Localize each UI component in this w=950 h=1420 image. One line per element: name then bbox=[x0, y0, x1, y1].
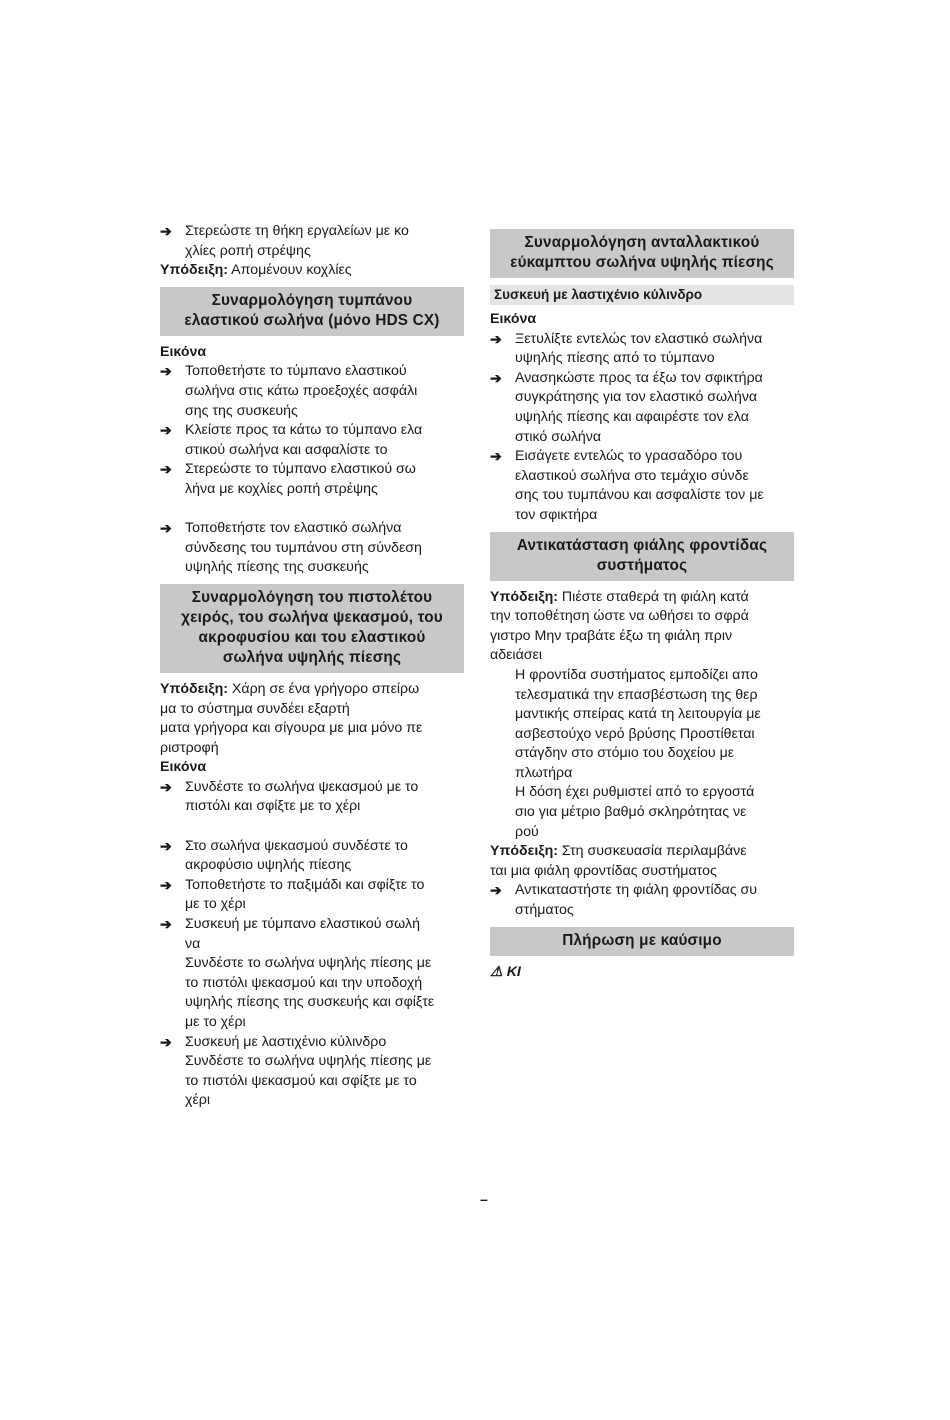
list-item bbox=[160, 837, 464, 876]
note bbox=[160, 261, 464, 281]
item-text: Ξετυλίξτε εντελώς τον ελαστικό σωλήνα υψηλής πίεσης από το τύμπανο bbox=[515, 330, 763, 367]
figure-label: Εικόνα bbox=[160, 343, 207, 360]
note-label: Υπόδειξη: bbox=[160, 262, 228, 279]
section-heading: Συναρμολόγηση του πιστολέτου χειρός, του σωλήνα ψεκασμού, του ακροφυσίου και του ελαστικού σωλήνα υψηλής πίεσης bbox=[160, 584, 464, 673]
left-column bbox=[160, 222, 464, 1111]
item-text: Στερεώστε τη θήκη εργαλείων με κο χλίες ροπή στρέψης bbox=[185, 223, 409, 259]
arrow-icon: ➔ bbox=[160, 520, 172, 537]
arrow-icon: ➔ bbox=[160, 916, 172, 933]
arrow-icon: ➔ bbox=[160, 461, 172, 478]
page-number: – bbox=[480, 1191, 488, 1207]
list-item bbox=[160, 421, 464, 460]
list-item bbox=[490, 881, 794, 920]
item-text: Τοποθετήστε το τύμπανο ελαστικού σωλήνα στις κάτω προεξοχές ασφάλι σης της συσκευής bbox=[185, 363, 418, 419]
item-text: Αντικαταστήστε τη φιάλη φροντίδας συ στήματος bbox=[515, 882, 757, 919]
note-label: Υπόδειξη: bbox=[490, 588, 558, 605]
note bbox=[490, 588, 794, 666]
note-label: Υπόδειξη: bbox=[160, 680, 228, 697]
note bbox=[160, 680, 464, 758]
list-item bbox=[160, 222, 464, 261]
item-text: Συσκευή με λαστιχένιο κύλινδρο Συνδέστε το σωλήνα υψηλής πίεσης με το πιστόλι ψεκασμού και σφίξτε με το χέρι bbox=[185, 1033, 432, 1109]
arrow-icon: ➔ bbox=[490, 330, 502, 347]
arrow-icon: ➔ bbox=[490, 369, 502, 386]
note-text: Πιέστε σταθερά τη φιάλη κατά την τοποθέτηση ώστε να ωθήσει το σφρά γιστρο Μην τραβάτε έξω τη φιάλη πριν αδειάσει bbox=[490, 588, 749, 664]
list-item bbox=[490, 369, 794, 447]
item-text: Στερεώστε το τύμπανο ελαστικού σω λήνα με κοχλίες ροπή στρέψης bbox=[185, 461, 416, 497]
arrow-icon: ➔ bbox=[160, 363, 172, 380]
arrow-icon: ➔ bbox=[160, 837, 172, 854]
spacer bbox=[160, 817, 464, 837]
item-text: Στο σωλήνα ψεκασμού συνδέστε το ακροφύσιο υψηλής πίεσης bbox=[185, 837, 408, 874]
note-text: Χάρη σε ένα γρήγορο σπείρω μα το σύστημα συνδέει εξαρτή ματα γρήγορα και σίγουρα με μια μόνο πε ριστροφή bbox=[160, 680, 423, 756]
section-heading: Αντικατάσταση φιάλης φροντίδας συστήματος bbox=[490, 532, 794, 581]
arrow-icon: ➔ bbox=[160, 1033, 172, 1050]
section-heading: Συναρμολόγηση ανταλλακτικού εύκαμπτου σωλήνα υψηλής πίεσης bbox=[490, 229, 794, 278]
note-text: Στη συσκευασία περιλαμβάνε ται μια φιάλη φροντίδας συστήματος bbox=[490, 843, 747, 879]
item-text: Ανασηκώστε προς τα έξω τον σφικτήρα συγκράτησης για τον ελαστικό σωλήνα υψηλής πίεσης και αφαιρέστε τον ελα στικό σωλήνα bbox=[515, 369, 763, 445]
list-item bbox=[160, 876, 464, 915]
warning-text: KI bbox=[506, 963, 521, 980]
item-text: Τοποθετήστε το παξιμάδι και σφίξτε το με το χέρι bbox=[185, 876, 425, 913]
section-heading: Πλήρωση με καύσιμο bbox=[490, 927, 794, 956]
warning bbox=[490, 963, 794, 983]
arrow-icon: ➔ bbox=[160, 876, 172, 893]
arrow-icon: ➔ bbox=[160, 223, 172, 239]
figure-label: Εικόνα bbox=[490, 311, 537, 327]
section-heading: Συναρμολόγηση τυμπάνου ελαστικού σωλήνα (μόνο HDS CX) bbox=[160, 287, 464, 336]
list-item bbox=[160, 1033, 464, 1111]
note-text: Απομένουν κοχλίες bbox=[227, 262, 352, 279]
list-item bbox=[490, 447, 794, 525]
figure-label: Εικόνα bbox=[160, 759, 207, 776]
item-text: Συνδέστε το σωλήνα ψεκασμού με το πιστόλι και σφίξτε με το χέρι bbox=[185, 778, 419, 815]
subsection-heading: Συσκευή με λαστιχένιο κύλινδρο bbox=[490, 285, 794, 305]
arrow-icon: ➔ bbox=[490, 448, 502, 465]
warning-icon: ⚠ bbox=[490, 963, 503, 980]
arrow-icon: ➔ bbox=[490, 882, 502, 899]
list-item bbox=[490, 330, 794, 369]
note-label: Υπόδειξη: bbox=[490, 843, 558, 860]
right-column bbox=[490, 222, 794, 982]
list-item bbox=[160, 519, 464, 578]
paragraph: Η δόση έχει ρυθμιστεί από το εργοστά σιο για μέτριο βαθμό σκληρότητας νε ρού bbox=[515, 784, 755, 840]
list-item bbox=[160, 362, 464, 421]
item-text: Κλείστε προς τα κάτω το τύμπανο ελα στικού σωλήνα και ασφαλίστε το bbox=[185, 422, 423, 458]
list-item bbox=[160, 915, 464, 1033]
list-item bbox=[160, 778, 464, 817]
note bbox=[490, 842, 794, 881]
item-text: Εισάγετε εντελώς το γρασαδόρο του ελαστικού σωλήνα στο τεμάχιο σύνδε σης του τυμπάνου και ασφαλίστε τον με τον σφικτήρα bbox=[515, 448, 764, 523]
spacer bbox=[160, 500, 464, 520]
item-text: Τοποθετήστε τον ελαστικό σωλήνα σύνδεσης του τυμπάνου στη σύνδεση υψηλής πίεσης της συσκευής bbox=[185, 520, 422, 576]
item-text: Συσκευή με τύμπανο ελαστικού σωλή να Συνδέστε το σωλήνα υψηλής πίεσης με το πιστόλι ψεκασμού και την υποδοχή υψηλής πίεσης της συσκευής και σφίξτε με το χέρι bbox=[185, 916, 435, 1030]
paragraph: Η φροντίδα συστήματος εμποδίζει απο τελεσματικά την επασβέστωση της θερ μαντικής σπείρας κατά τη λειτουργία με ασβεστούχο νερό βρύσης Προστίθεται στάγδην στο στόμιο του δοχείου με πλωτήρα bbox=[515, 666, 761, 781]
arrow-icon: ➔ bbox=[160, 778, 172, 795]
list-item bbox=[160, 460, 464, 499]
arrow-icon: ➔ bbox=[160, 422, 172, 439]
